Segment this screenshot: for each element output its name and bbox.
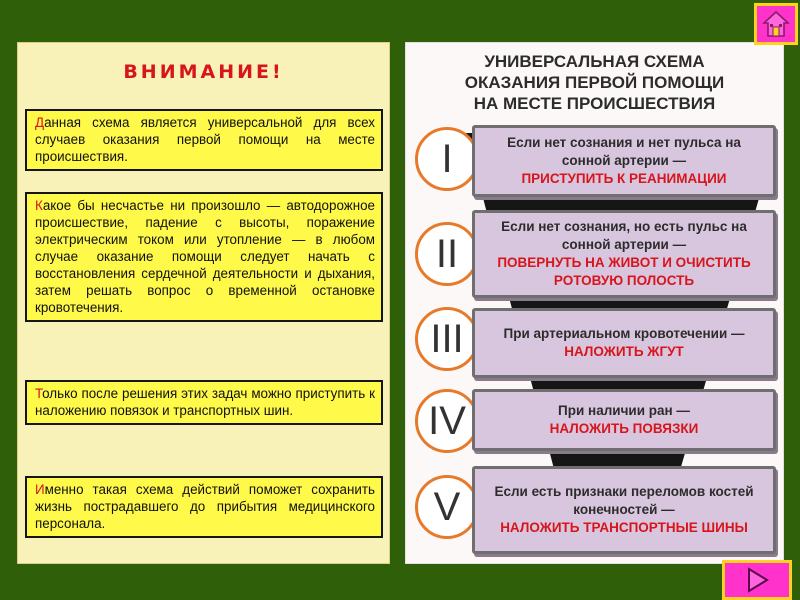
first-aid-scheme-panel bbox=[405, 42, 784, 564]
note-text: акое бы несчастье ни произошло — автодорожное происшествие, падение с высоты, поражение электрическим током или утопление — в любом случае оказание помощи следует начать с восстановления сердечной деятельности и дыхания, затем решать вопрос о временной остановке кровотечения. bbox=[35, 198, 375, 315]
attention-panel bbox=[17, 42, 390, 564]
title-line: НА МЕСТЕ ПРОИСШЕСТВИЯ bbox=[473, 94, 716, 113]
note-text: олько после решения этих задач можно приступить к наложению повязок и транспортных шин. bbox=[35, 386, 375, 418]
title-line: ОКАЗАНИЯ ПЕРВОЙ ПОМОЩИ bbox=[464, 73, 725, 92]
step-3-box bbox=[472, 308, 776, 378]
note-initial: К bbox=[35, 198, 43, 213]
step-4-box bbox=[472, 389, 776, 451]
step-1-numeral: I bbox=[415, 127, 479, 191]
step-condition: Если нет сознания, но есть пульс на сонной артерии — bbox=[501, 219, 747, 252]
step-1-box bbox=[472, 125, 776, 197]
note-initial: И bbox=[35, 482, 45, 497]
step-3-numeral: III bbox=[415, 307, 479, 371]
step-action: НАЛОЖИТЬ ПОВЯЗКИ bbox=[549, 421, 699, 436]
title-line: УНИВЕРСАЛЬНАЯ СХЕМА bbox=[484, 52, 705, 71]
note-initial: Д bbox=[35, 115, 45, 130]
note-universal bbox=[25, 109, 383, 171]
play-triangle-icon bbox=[743, 566, 771, 594]
home-button[interactable] bbox=[754, 3, 798, 45]
home-icon bbox=[761, 9, 791, 39]
note-initial: Т bbox=[35, 386, 43, 401]
step-4-numeral: IV bbox=[415, 389, 479, 453]
note-text: менно такая схема действий поможет сохранить жизнь пострадавшего до прибытия медицинского персонала. bbox=[35, 482, 375, 531]
scheme-title bbox=[406, 51, 783, 114]
step-5-numeral: V bbox=[415, 475, 479, 539]
note-after-tasks bbox=[25, 380, 383, 425]
note-any-accident bbox=[25, 192, 383, 322]
step-condition: При артериальном кровотечении — bbox=[503, 326, 745, 341]
step-action: НАЛОЖИТЬ ТРАНСПОРТНЫЕ ШИНЫ bbox=[500, 520, 748, 535]
next-slide-button[interactable] bbox=[722, 560, 792, 600]
note-save-life bbox=[25, 476, 383, 538]
step-2-box bbox=[472, 210, 776, 298]
step-action: ПОВЕРНУТЬ НА ЖИВОТ И ОЧИСТИТЬ РОТОВУЮ ПОЛОСТЬ bbox=[497, 255, 751, 288]
step-condition: Если есть признаки переломов костей конечностей — bbox=[494, 484, 754, 517]
step-2-numeral: II bbox=[415, 222, 479, 286]
step-action: НАЛОЖИТЬ ЖГУТ bbox=[564, 344, 684, 359]
step-condition: Если нет сознания и нет пульса на сонной артерии — bbox=[507, 135, 741, 168]
step-condition: При наличии ран — bbox=[558, 403, 690, 418]
step-5-box bbox=[472, 466, 776, 554]
note-text: анная схема является универсальной для всех случаев оказания первой помощи на месте происшествия. bbox=[35, 115, 375, 164]
attention-heading: ВНИМАНИЕ! bbox=[123, 61, 284, 83]
step-action: ПРИСТУПИТЬ К РЕАНИМАЦИИ bbox=[521, 171, 727, 186]
